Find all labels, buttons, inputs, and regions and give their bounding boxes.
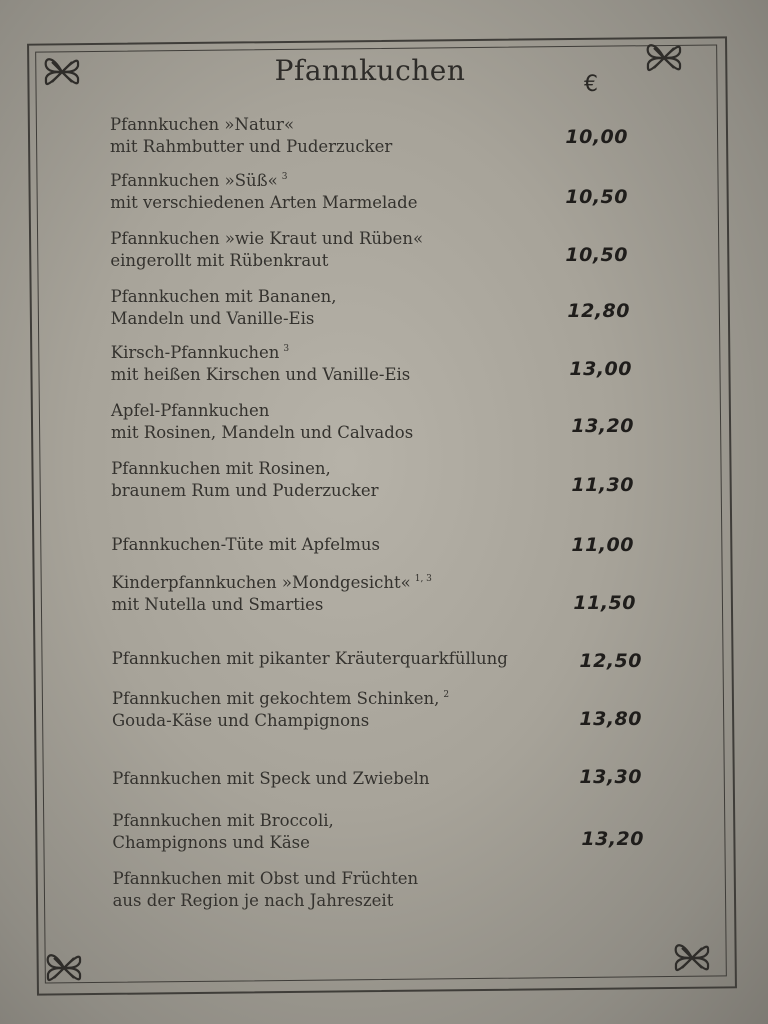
menu-item-name-text: Pfannkuchen mit Obst und Früchten [112,869,419,888]
menu-item-name [112,768,572,790]
menu-item-name-text: Pfannkuchen »Süß« [110,171,278,190]
menu-item [111,534,571,556]
menu-item [111,458,571,502]
menu-item-price: 12,80 [567,300,630,322]
menu-item-name [110,228,570,250]
menu-item-description: mit Rahmbutter und Puderzucker [110,137,393,156]
menu-item-name [113,868,573,890]
menu-item-name [112,572,572,594]
menu-item-name [111,342,571,364]
menu-item-name-text: Kinderpfannkuchen »Mondgesicht« [111,573,411,592]
menu-item-price: 11,30 [571,474,634,496]
menu-item-description: aus der Region je nach Jahreszeit [112,891,394,910]
menu-item-name-text: Apfel-Pfannkuchen [111,401,270,420]
menu-item-name-text: Pfannkuchen »wie Kraut und Rüben« [110,229,424,248]
menu-item [112,810,572,854]
menu-item [111,342,571,386]
allergen-footnote: 3 [281,172,288,182]
menu-item-name-text: Kirsch-Pfannkuchen [110,343,280,362]
menu-item-name [112,648,572,670]
menu-item-price: 11,00 [571,534,634,556]
menu-item-name [112,688,572,710]
menu-item-price: 10,50 [565,186,628,208]
menu-item-name [111,458,571,480]
menu-item-name [110,114,570,136]
menu-item-description: braunem Rum und Puderzucker [111,481,379,500]
ornament-icon [640,34,688,82]
menu-item-description: mit verschiedenen Arten Marmelade [110,193,418,212]
menu-item [113,868,573,912]
allergen-footnote: 1, 3 [414,574,432,584]
menu-item-price: 13,20 [571,415,634,437]
menu-item [110,228,570,272]
menu-item-price: 13,00 [569,358,632,380]
menu-item [110,114,570,158]
menu-item-name-text: Pfannkuchen-Tüte mit Apfelmus [111,535,380,554]
menu-item-price: 10,00 [565,126,628,148]
menu-item [111,286,571,330]
allergen-footnote: 2 [443,690,450,700]
menu-item-description: Champignons und Käse [112,833,310,852]
menu-item-name [111,400,571,422]
menu-item-name-text: Pfannkuchen »Natur« [110,115,295,134]
menu-item [112,572,572,616]
menu-item-description: mit heißen Kirschen und Vanille-Eis [110,365,411,384]
menu-item-name-text: Pfannkuchen mit Speck und Zwiebeln [112,769,430,788]
menu-item-description: eingerollt mit Rübenkraut [110,251,329,270]
menu-item-name-text: Pfannkuchen mit pikanter Kräuterquarkfüllung [111,649,508,668]
menu-item-name [111,534,571,556]
ornament-icon [38,48,86,96]
menu-item-name-text: Pfannkuchen mit Rosinen, [111,459,331,478]
menu-item [112,648,572,670]
menu-item-description: Gouda-Käse und Champignons [112,711,370,730]
menu-title: Pfannkuchen [274,54,466,87]
ornament-icon [40,944,88,992]
menu-item-price: 10,50 [565,244,628,266]
menu-item-name [111,286,571,308]
menu-item [112,688,572,732]
menu-item-price: 11,50 [573,592,636,614]
menu-item-name-text: Pfannkuchen mit gekochtem Schinken, [112,689,440,708]
menu-item-description: Mandeln und Vanille-Eis [110,309,315,328]
allergen-footnote: 3 [283,344,290,354]
menu-item-name-text: Pfannkuchen mit Bananen, [110,287,337,306]
menu-item-name [110,170,570,192]
menu-item-name-text: Pfannkuchen mit Broccoli, [112,811,334,830]
menu-item-name [112,810,572,832]
menu-item-description: mit Rosinen, Mandeln und Calvados [111,423,414,442]
menu-item [111,400,571,444]
menu-item-price: 12,50 [579,650,642,672]
menu-item-price: 13,80 [579,708,642,730]
menu-item-price: 13,20 [581,828,644,850]
currency-symbol: € [584,72,598,97]
ornament-icon [668,934,716,982]
menu-item [110,170,570,214]
menu-item-description: mit Nutella und Smarties [111,595,324,614]
menu-item-price: 13,30 [579,766,642,788]
menu-item [112,768,572,790]
